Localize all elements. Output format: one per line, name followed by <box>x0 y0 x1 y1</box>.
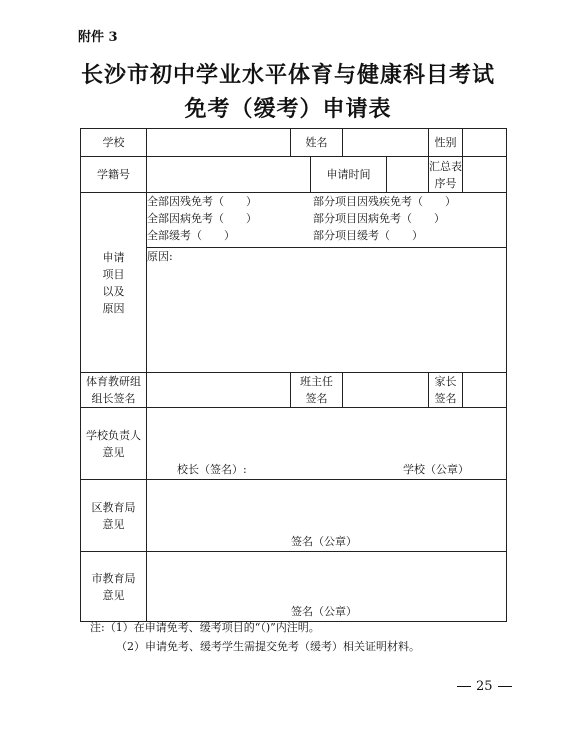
option-all-disability[interactable]: 全部因残免考（ ） <box>147 195 257 208</box>
application-form-table <box>80 128 507 622</box>
option-partial-deferral[interactable]: 部分项目缓考（ ） <box>313 229 423 242</box>
district-bureau-label: 区教育局 意见 <box>81 480 147 552</box>
district-opinion-field[interactable] <box>147 480 507 552</box>
parent-label: 家长 签名 <box>429 373 463 408</box>
school-leader-label: 学校负责人 意见 <box>81 408 147 480</box>
form-title-line1: 长沙市初中学业水平体育与健康科目考试 <box>80 62 495 88</box>
gender-field[interactable] <box>463 129 507 157</box>
city-opinion-field[interactable] <box>147 552 507 622</box>
school-leader-opinion-field[interactable] <box>147 408 507 480</box>
row-apply-options <box>81 193 507 248</box>
apply-time-field[interactable] <box>387 157 429 193</box>
apply-time-label: 申请时间 <box>311 157 387 193</box>
pe-leader-label: 体育教研组 组长签名 <box>81 373 147 408</box>
note-2: （2）申请免考、缓考学生需提交免考（缓考）相关证明材料。 <box>116 640 420 653</box>
head-teacher-label: 班主任 签名 <box>291 373 343 408</box>
pe-leader-sign-field[interactable] <box>147 373 291 408</box>
name-field[interactable] <box>343 129 429 157</box>
summary-no-label: 汇总表 序号 <box>429 157 463 193</box>
row-city <box>81 552 507 622</box>
row-signatures <box>81 373 507 408</box>
row-school-leader <box>81 408 507 480</box>
city-sign-label: 签名（公章） <box>291 605 357 618</box>
school-label: 学校 <box>81 129 147 157</box>
district-sign-label: 签名（公章） <box>291 535 357 548</box>
parent-sign-field[interactable] <box>463 373 507 408</box>
option-all-deferral[interactable]: 全部缓考（ ） <box>147 229 235 242</box>
row-district <box>81 480 507 552</box>
row-student-id <box>81 157 507 193</box>
dash-right <box>498 686 512 688</box>
option-partial-illness[interactable]: 部分项目因病免考（ ） <box>313 212 445 225</box>
page-number: 25 <box>452 679 517 694</box>
school-seal-label: 学校（公章） <box>403 463 469 476</box>
head-teacher-sign-field[interactable] <box>343 373 429 408</box>
form-notes <box>90 618 420 656</box>
apply-options-cell <box>147 193 507 248</box>
attachment-label: 附件 3 <box>78 30 118 45</box>
option-partial-disability[interactable]: 部分项目因残疾免考（ ） <box>313 195 456 208</box>
name-label: 姓名 <box>291 129 343 157</box>
row-basic-info <box>81 129 507 157</box>
summary-no-field[interactable] <box>463 157 507 193</box>
student-id-label: 学籍号 <box>81 157 147 193</box>
dash-left <box>457 686 471 688</box>
note-1: 注:（1）在申请免考、缓考项目的“（)”内注明。 <box>90 621 320 634</box>
gender-label: 性别 <box>429 129 463 157</box>
school-field[interactable] <box>147 129 291 157</box>
city-bureau-label: 市教育局 意见 <box>81 552 147 622</box>
reason-label: 原因: <box>147 250 173 263</box>
option-all-illness[interactable]: 全部因病免考（ ） <box>147 212 257 225</box>
principal-sign-label: 校长（签名）: <box>177 463 247 476</box>
apply-items-label: 申请 项目 以及 原因 <box>81 193 147 373</box>
student-id-field[interactable] <box>147 157 311 193</box>
form-title-line2: 免考（缓考）申请表 <box>184 96 392 122</box>
reason-field[interactable] <box>147 248 507 373</box>
